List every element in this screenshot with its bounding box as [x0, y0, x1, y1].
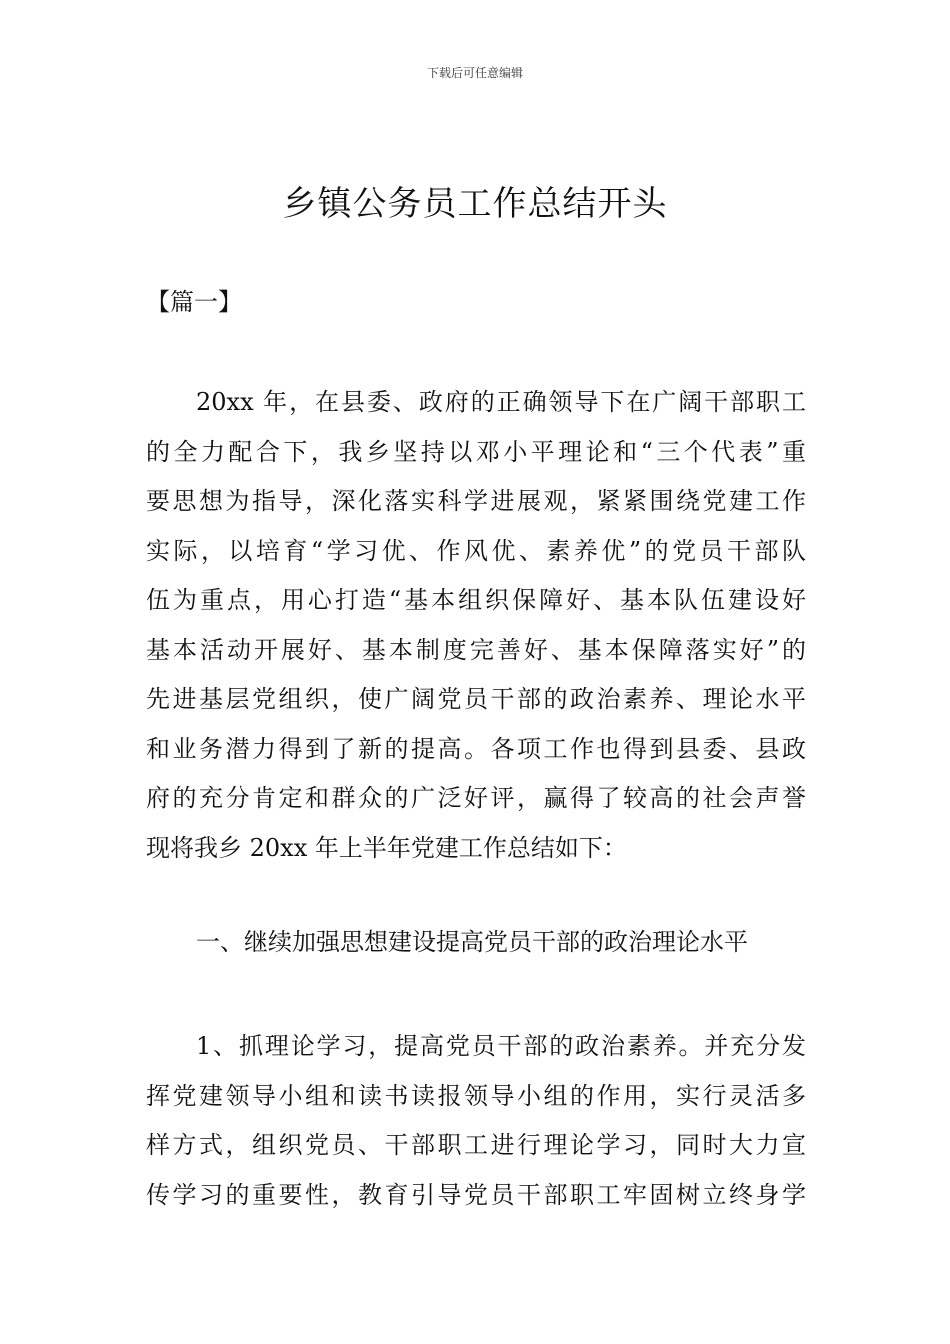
section-heading-1 [146, 918, 806, 968]
paragraph-line: 传学习的重要性，教育引导党员干部职工牢固树立终身学 [146, 1180, 806, 1209]
paragraph-line: 伍为重点，用心打造“基本组织保障好、基本队伍建设好 [146, 586, 806, 614]
paragraph-line: 实际，以培育“学习优、作风优、素养优”的党员干部队 [146, 536, 806, 565]
paragraph-line: 1、抓理论学习，提高党员干部的政治素养。并充分发 [196, 1032, 806, 1060]
paragraph-line: 和业务潜力得到了新的提高。各项工作也得到县委、县政 [146, 734, 806, 763]
paragraph-line: 要思想为指导，深化落实科学进展观，紧紧围绕党建工作 [146, 487, 806, 515]
document-title: 乡镇公务员工作总结开头 [282, 184, 668, 224]
paragraph-line: 府的充分肯定和群众的广泛好评，赢得了较高的社会声誉 [146, 784, 806, 812]
paragraph-study [146, 1022, 806, 1220]
paragraph-line: 现将我乡 20xx 年上半年党建工作总结如下： [146, 833, 627, 862]
paragraph-intro [146, 378, 806, 873]
section-label: 【篇一】 [146, 288, 242, 316]
paragraph-line: 基本活动开展好、基本制度完善好、基本保障落实好”的 [146, 635, 806, 664]
paragraph-line: 挥党建领导小组和读书读报领导小组的作用，实行灵活多 [146, 1081, 806, 1110]
paragraph-line: 的全力配合下，我乡坚持以邓小平理论和“三个代表”重 [146, 437, 806, 466]
section-heading-text: 一、继续加强思想建设提高党员干部的政治理论水平 [196, 928, 748, 956]
paragraph-line: 先进基层党组织，使广阔党员干部的政治素养、理论水平 [146, 685, 806, 713]
header-note: 下载后可任意编辑 [426, 66, 523, 80]
paragraph-line: 样方式，组织党员、干部职工进行理论学习，同时大力宣 [146, 1131, 806, 1159]
paragraph-line: 20xx 年，在县委、政府的正确领导下在广阔干部职工 [196, 388, 806, 416]
